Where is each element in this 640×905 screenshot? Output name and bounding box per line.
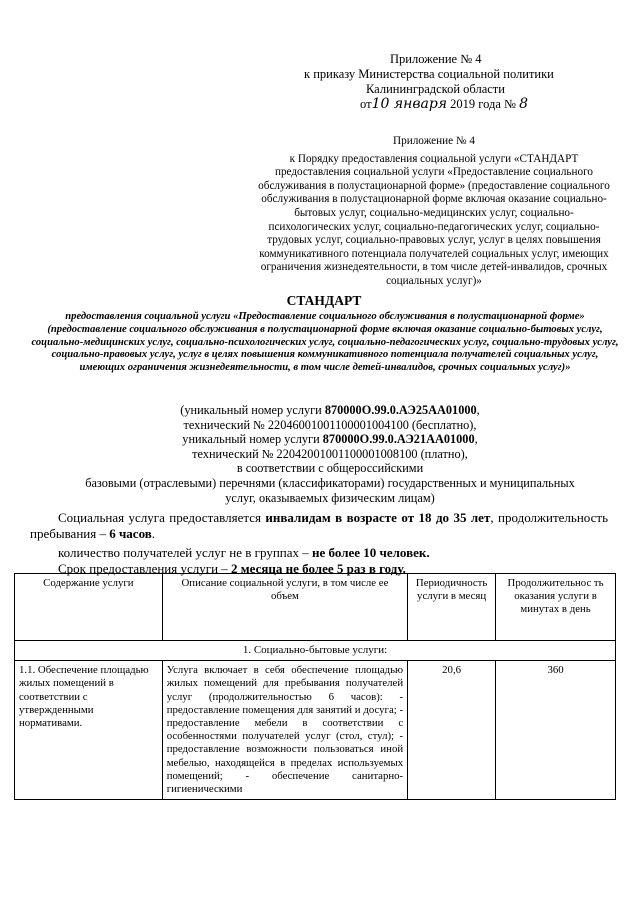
order-reference: к приказу Министерства социальной политики bbox=[304, 67, 554, 81]
section-row bbox=[15, 641, 616, 661]
stay-duration: 6 часов bbox=[109, 525, 152, 541]
handwritten-date: 10 января bbox=[371, 96, 448, 112]
service-periodicity: 20,6 bbox=[408, 661, 496, 800]
section-title: 1. Социально-бытовые услуги: bbox=[15, 641, 616, 661]
recipient-age: инвалидам в возрасте от 18 до 35 лет bbox=[265, 510, 491, 525]
handwritten-number: 8 bbox=[519, 96, 529, 112]
annex2-number: Приложение № 4 bbox=[393, 135, 475, 147]
date-prefix: от bbox=[360, 97, 372, 111]
group-size-paragraph: количество получателей услуг не в группах – не более 10 человек. bbox=[58, 545, 430, 560]
table-row bbox=[15, 661, 616, 800]
unique-number-free: 870000О.99.0.АЭ25АА01000 bbox=[324, 403, 477, 417]
header-content: Содержание услуги bbox=[15, 574, 163, 641]
header-description: Описание социальной услуги, в том числе ее объем bbox=[162, 574, 407, 641]
service-content: 1.1. Обеспечение площадью жилых помещений в соответствии с утвержденными нормативами. bbox=[15, 661, 163, 800]
annex-number: Приложение № 4 bbox=[390, 52, 482, 66]
order-date-line bbox=[304, 97, 614, 112]
code-line-2: технический № 22046001001100001004100 (бесплатно), bbox=[183, 417, 477, 432]
document-subtitle: предоставления социальной услуги «Предоставление социального обслуживания в полустационарной форме» (предоставление социального обслуживания в полустационарной форме включая оказание социально-бытовых услуг, социально-медицинских услуг, социально-психологических услуг, социально-педагогических услуг, социально-трудовых услуг, социально-правовых услуг, услуг в целях повышения коммуникативного потенциала получателей социальных услуг, имеющих ограничения жизнедеятельности, в том числе детей-инвалидов, срочных социальных услуг)» bbox=[31, 311, 619, 374]
code-line-6: базовыми (отраслевыми) перечнями (классификаторами) государственных и муниципальных bbox=[85, 475, 575, 490]
code-line-1: (уникальный номер услуги 870000О.99.0.АЭ25АА01000, bbox=[180, 403, 480, 417]
service-term-paragraph: Срок предоставления услуги – 2 месяца не более 5 раз в году. bbox=[58, 561, 406, 576]
code-line-4: технический № 22042001001100001008100 (платно), bbox=[192, 446, 468, 461]
service-codes bbox=[50, 403, 610, 505]
table-header-row bbox=[15, 574, 616, 641]
unique-number-paid: 870000О.99.0.АЭ21АА01000 bbox=[322, 432, 475, 447]
date-suffix: 2019 года № bbox=[450, 97, 516, 111]
region-name: Калининградской области bbox=[366, 82, 505, 96]
code-line-7: услуг, оказываемых физическим лицам) bbox=[225, 490, 435, 505]
services-table bbox=[14, 573, 616, 800]
header-periodicity: Периодичность услуги в месяц bbox=[408, 574, 496, 641]
code-line-5: в соответствии с общероссийскими bbox=[236, 461, 424, 476]
header-duration: Продолжительнос ть оказания услуги в минутах в день bbox=[496, 574, 616, 641]
annex2-body: к Порядку предоставления социальной услуги «СТАНДАРТ предоставления социальной услуги «Предоставление социального обслуживания в полустационарной форме» (предоставление социального обслуживания в полустационарной форме включая оказание социально-бытовых услуг, социально-медицинских услуг, социально-психологических услуг, социально-педагогических услуг, социально-трудовых услуг, социально-правовых услуг, услуг в целях повышения коммуникативного потенциала получателей социальных услуг, имеющих ограничения жизнедеятельности, в том числе детей-инвалидов, срочных социальных услуг)» bbox=[258, 152, 610, 287]
service-duration: 360 bbox=[496, 661, 616, 800]
service-term: 2 месяца не более 5 раз в году. bbox=[231, 561, 406, 576]
recipients-paragraph: Социальная услуга предоставляется инвалидам в возрасте от 18 до 35 лет, продолжительность пребывания – 6 часов. bbox=[30, 510, 609, 541]
group-size-limit: не более 10 человек. bbox=[312, 545, 430, 560]
annex-header-procedure bbox=[258, 135, 610, 289]
service-description: Услуга включает в себя обеспечение площадью жилых помещений для пребывания получателей услуг (продолжительностью 6 часов): - предоставление помещения для занятий и досуга; - предоставление мебели в соответствии с особенностями получателей услуг (стол, стул); - предоставление возможности пользоваться иной мебелью, находящейся в пределах используемых помещений; - обеспечение санитарно-гигиеническими bbox=[162, 661, 407, 800]
document-title: СТАНДАРТ bbox=[286, 293, 362, 308]
annex-header-order bbox=[304, 52, 614, 112]
code-line-3: уникальный номер услуги 870000О.99.0.АЭ21АА01000, bbox=[182, 432, 478, 447]
